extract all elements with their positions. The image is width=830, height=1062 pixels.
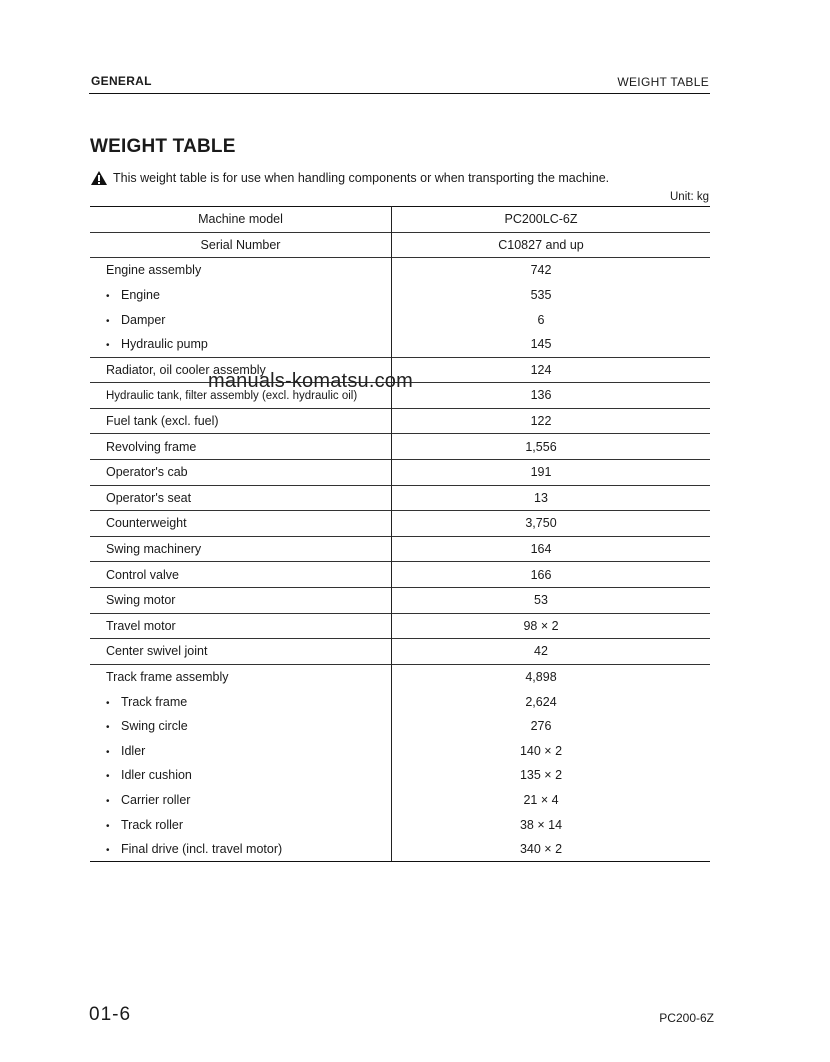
item-name: Hydraulic pump [121, 337, 208, 352]
item-weight: 122 [392, 408, 711, 434]
warning-icon [90, 170, 108, 186]
item-weight: 136 [392, 383, 711, 409]
table-row [90, 639, 710, 665]
item-weight: 124 [392, 357, 711, 383]
bullet-icon: • [106, 771, 110, 783]
item-name: Center swivel joint [106, 644, 208, 659]
item-name: Swing machinery [106, 542, 202, 557]
item-weight: 98 × 2 [392, 613, 711, 639]
item-weight: 166 [392, 562, 711, 588]
item-name: Hydraulic tank, filter assembly (excl. hydraulic oil) [106, 390, 358, 403]
bullet-icon: • [106, 795, 110, 807]
serial-row [90, 232, 710, 258]
table-row [90, 613, 710, 639]
table-row [90, 689, 710, 714]
table-row [90, 459, 710, 485]
bullet-icon: • [106, 722, 110, 734]
item-weight: 42 [392, 639, 711, 665]
bullet-icon: • [106, 746, 110, 758]
table-row [90, 763, 710, 788]
caution-text: This weight table is for use when handling components or when transporting the machine. [113, 171, 610, 185]
item-name: Counterweight [106, 516, 187, 531]
serial-label: Serial Number [90, 232, 392, 258]
table-row [90, 332, 710, 357]
table-row [90, 434, 710, 460]
item-name: Travel motor [106, 618, 176, 633]
item-name: Engine [121, 288, 160, 303]
item-weight: 13 [392, 485, 711, 511]
item-name: Damper [121, 312, 166, 327]
item-name: Idler [121, 743, 146, 758]
item-name: Operator's cab [106, 465, 188, 480]
bullet-icon: • [106, 845, 110, 857]
item-weight: 6 [537, 312, 545, 327]
table-row [90, 812, 710, 837]
bullet-icon: • [106, 820, 110, 832]
item-name: Operator's seat [106, 490, 192, 505]
table-row [90, 258, 710, 283]
caution-note [90, 170, 609, 186]
item-name: Idler cushion [121, 768, 192, 783]
item-name: Final drive (incl. travel motor) [121, 842, 283, 857]
item-weight: 742 [392, 258, 711, 283]
table-row [90, 511, 710, 537]
item-name: Swing circle [121, 719, 188, 734]
bullet-icon: • [106, 291, 110, 303]
item-weight: 276 [530, 719, 552, 734]
item-weight: 53 [392, 587, 711, 613]
table-row [90, 788, 710, 813]
item-weight: 1,556 [392, 434, 711, 460]
footer-model: PC200-6Z [659, 1011, 714, 1025]
item-weight: 164 [392, 536, 711, 562]
table-row [90, 536, 710, 562]
bullet-icon: • [106, 340, 110, 352]
page-number: 01-6 [89, 1004, 132, 1025]
table-row [90, 408, 710, 434]
page-title: WEIGHT TABLE [90, 136, 236, 157]
item-weight: 2,624 [525, 694, 557, 709]
item-name: Track frame [121, 694, 188, 709]
item-name: Radiator, oil cooler assembly [106, 362, 266, 377]
item-name: Carrier roller [121, 792, 191, 807]
table-row [90, 587, 710, 613]
table-row [90, 714, 710, 739]
unit-label: Unit: kg [670, 191, 709, 203]
item-weight: 135 × 2 [519, 768, 563, 783]
item-weight: 340 × 2 [392, 837, 711, 862]
table-row [90, 837, 710, 862]
table-row [90, 283, 710, 308]
item-weight: 3,750 [392, 511, 711, 537]
item-name: Swing motor [106, 593, 176, 608]
item-name: Track roller [121, 817, 184, 832]
item-weight: 191 [392, 459, 711, 485]
item-weight: 38 × 14 [519, 817, 563, 832]
item-name: Revolving frame [106, 439, 197, 454]
item-weight: 4,898 [392, 664, 711, 689]
model-value: PC200LC-6Z [392, 207, 711, 233]
item-name: Track frame assembly [106, 669, 229, 684]
header-topic: WEIGHT TABLE [617, 75, 709, 89]
header-section: GENERAL [91, 74, 152, 88]
item-weight: 21 × 4 [523, 792, 559, 807]
table-row [90, 664, 710, 689]
weight-table [90, 206, 710, 862]
item-weight: 145 [530, 337, 552, 352]
item-name: Engine assembly [106, 263, 202, 278]
table-row [90, 307, 710, 332]
model-label: Machine model [90, 207, 392, 233]
serial-value: C10827 and up [392, 232, 711, 258]
bullet-icon: • [106, 315, 110, 327]
table-row [90, 738, 710, 763]
item-weight: 140 × 2 [519, 743, 563, 758]
table-header-row [90, 207, 710, 233]
bullet-icon: • [106, 697, 110, 709]
table-row [90, 485, 710, 511]
item-name: Control valve [106, 567, 179, 582]
table-row [90, 562, 710, 588]
item-name: Fuel tank (excl. fuel) [106, 414, 219, 429]
header-rule [89, 93, 710, 94]
watermark: manuals-komatsu.com [208, 370, 413, 392]
item-weight: 535 [530, 288, 552, 303]
